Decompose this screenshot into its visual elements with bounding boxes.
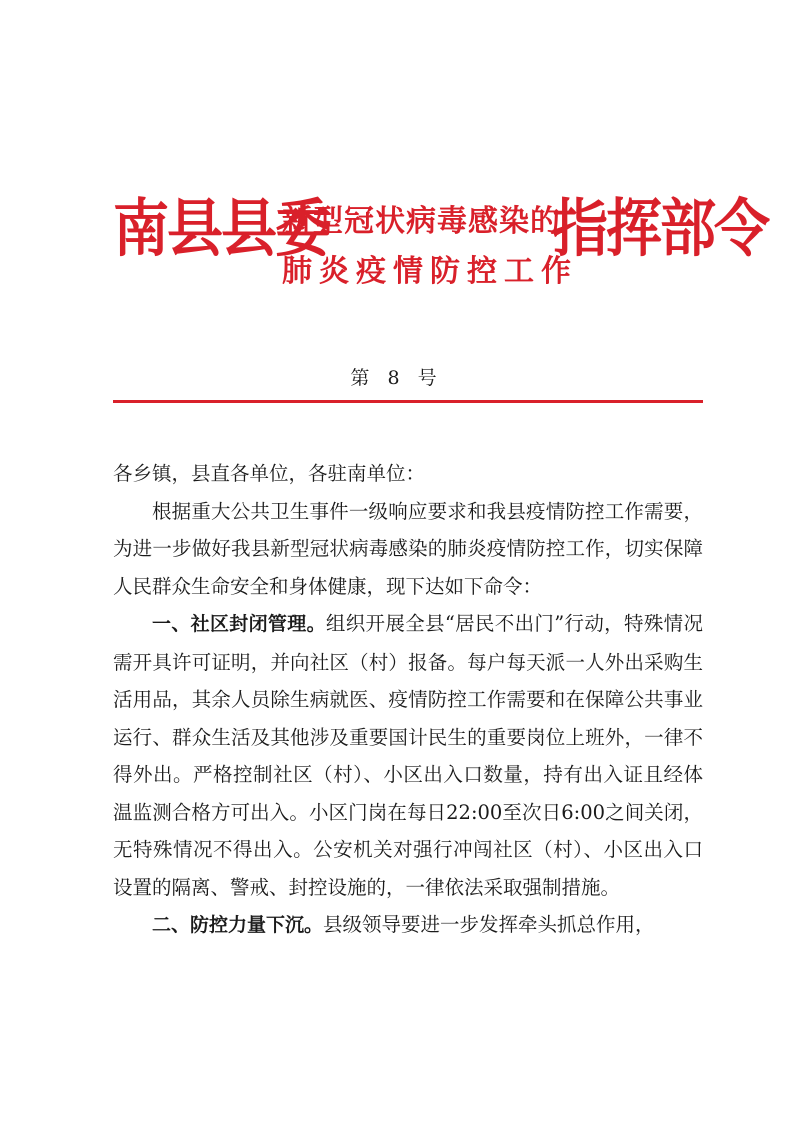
document-body: [113, 455, 703, 945]
intro-paragraph: 根据重大公共卫生事件一级响应要求和我县疫情防控工作需要，为进一步做好我县新型冠状病毒感染的肺炎疫情防控工作，切实保障人民群众生命安全和身体健康，现下达如下命令：: [113, 499, 703, 598]
section-2-text: 县级领导要进一步发挥牵头抓总作用，: [323, 913, 655, 936]
org-name-right: 指挥部令: [552, 192, 768, 266]
section-1-text: 组织开展全县“居民不出门”行动，特殊情况需开具许可证明，并向社区（村）报备。每户每天派一人外出采购生活用品，其余人员除生病就医、疫情防控工作需要和在保障公共事业运行、群众生活及其他涉及重要国计民生的重要岗位上班外，一律不得外出。严格控制社区（村）、小区出入口数量，持有出入证且经体温监测合格方可出入。小区门岗在每日22:00至次日6:00之间关闭，无特殊情况不得出入。公安机关对强行冲闯社区（村）、小区出入口设置的隔离、警戒、封控设施的，一律依法采取强制措施。: [113, 612, 703, 899]
salutation: 各乡镇，县直各单位，各驻南单位：: [113, 462, 426, 485]
header-divider: [113, 400, 703, 403]
org-name-middle-line2: 肺炎疫情防控工作: [282, 254, 578, 289]
section-1-paragraph: [113, 605, 703, 906]
section-1-heading: 一、社区封闭管理。: [152, 613, 326, 635]
section-2-paragraph: [113, 906, 703, 945]
org-name-middle: [282, 197, 578, 297]
section-2-heading: 二、防控力量下沉。: [152, 914, 324, 936]
document-number: 第 8 号: [350, 367, 443, 389]
org-name-left: 南县县委: [113, 192, 329, 266]
org-name-middle-line1: 新型冠状病毒感染的: [282, 204, 561, 239]
